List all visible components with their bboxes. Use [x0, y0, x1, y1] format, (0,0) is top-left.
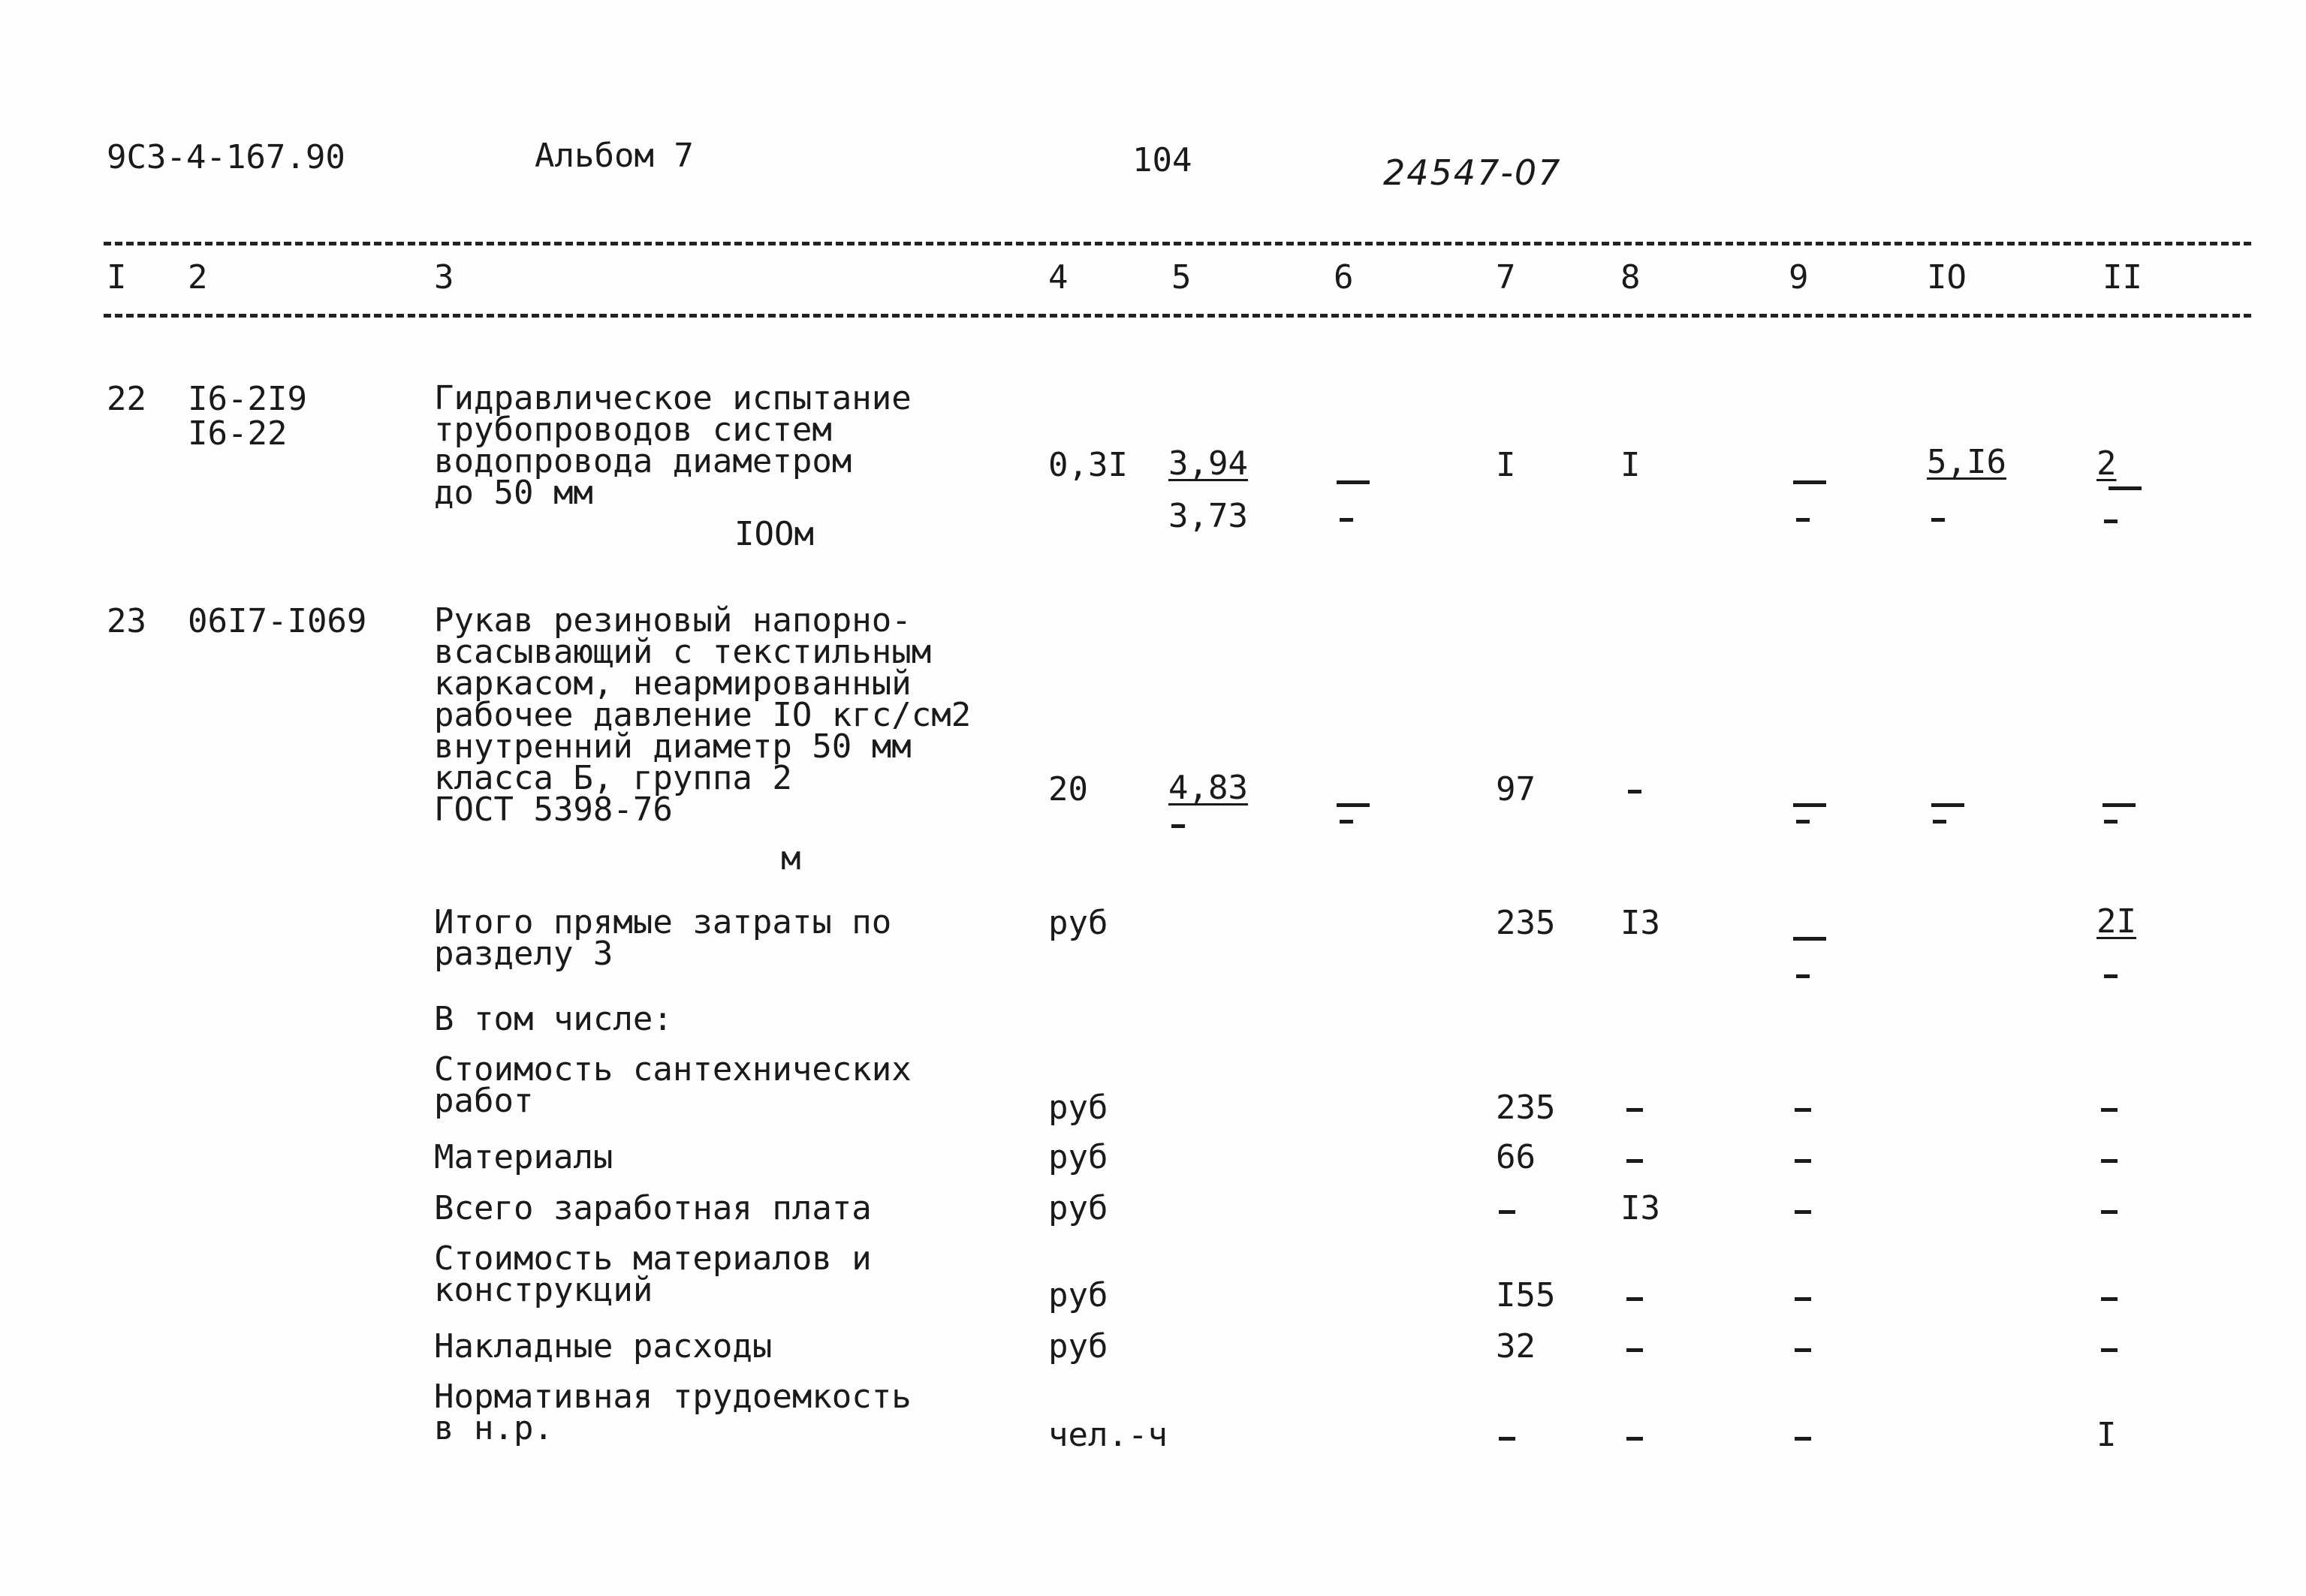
cell-quantity: 20 — [1048, 770, 1088, 809]
empty-dash — [1795, 1108, 1811, 1112]
empty-dash — [1340, 518, 1353, 522]
row-unit: м — [781, 839, 801, 878]
empty-dash — [1795, 1437, 1811, 1441]
handwritten-stamp: 24547-07 — [1383, 152, 1562, 193]
empty-dash — [1796, 820, 1810, 824]
empty-dash — [1499, 1437, 1515, 1441]
column-header: 2 — [188, 258, 208, 297]
row-unit: IOOм — [734, 515, 814, 553]
empty-dash — [1340, 820, 1353, 824]
cell-total-cost: 235 — [1496, 904, 1556, 942]
page-number: 104 — [1132, 141, 1192, 179]
empty-dash — [1933, 820, 1946, 824]
empty-dash — [1626, 1297, 1643, 1301]
cell-labor: 5,I6 — [1927, 443, 2006, 481]
row-description: Накладные расходы — [434, 1327, 773, 1366]
empty-dash — [1796, 518, 1810, 522]
empty-dash — [1626, 1159, 1643, 1163]
cell-quantity: 0,3I — [1048, 446, 1128, 484]
subsection-heading: В том числе: — [434, 1000, 673, 1038]
empty-dash — [1931, 803, 1964, 807]
empty-dash — [1628, 790, 1641, 793]
row-description: Итого прямые затраты по разделу 3 — [434, 903, 892, 973]
empty-dash — [2101, 1297, 2118, 1301]
empty-dash — [1793, 937, 1826, 941]
empty-dash — [2101, 1159, 2118, 1163]
empty-dash — [1626, 1108, 1643, 1112]
column-header: 6 — [1334, 258, 1354, 297]
cell-labor-total: I — [2097, 1416, 2117, 1454]
row-description: Всего заработная плата — [434, 1189, 872, 1227]
cell-unit: руб — [1048, 1327, 1108, 1366]
header-rule-top — [104, 242, 2251, 245]
empty-dash — [1796, 974, 1810, 978]
cell-unit: руб — [1048, 1189, 1108, 1227]
cell-total-cost: 97 — [1496, 770, 1536, 809]
empty-dash — [2104, 974, 2118, 978]
empty-dash — [1795, 1210, 1811, 1214]
header-rule-bottom — [104, 314, 2251, 318]
cell-total-cost: I — [1496, 446, 1516, 484]
empty-dash — [2101, 1210, 2118, 1214]
cell-price-total: 4,83 — [1168, 769, 1248, 807]
cell-labor-total: 2 — [2097, 444, 2117, 483]
cell-unit: руб — [1048, 1089, 1108, 1127]
column-header: 4 — [1048, 258, 1069, 297]
empty-dash — [1793, 480, 1826, 484]
cell-wage: I3 — [1620, 1189, 1660, 1227]
empty-dash — [1337, 480, 1370, 484]
column-header: 5 — [1171, 258, 1192, 297]
empty-dash — [1337, 803, 1370, 807]
cell-unit: руб — [1048, 1138, 1108, 1176]
empty-dash — [1626, 1348, 1643, 1352]
empty-dash — [2104, 820, 2118, 824]
empty-dash — [1795, 1348, 1811, 1352]
doc-code: 9С3-4-167.90 — [107, 138, 345, 176]
empty-dash — [1795, 1297, 1811, 1301]
empty-dash — [2104, 519, 2118, 523]
empty-dash — [1795, 1159, 1811, 1163]
empty-dash — [1793, 803, 1826, 807]
column-header: 3 — [434, 258, 454, 297]
column-header: IO — [1927, 258, 1967, 297]
empty-dash — [1171, 824, 1185, 828]
album-label: Альбом 7 — [535, 137, 694, 175]
empty-dash — [2103, 803, 2136, 807]
cell-wage: I3 — [1620, 904, 1660, 942]
cell-unit: руб — [1048, 904, 1108, 942]
empty-dash — [2101, 1108, 2118, 1112]
row-description: Гидравлическое испытание трубопроводов систем водопровода диаметром до 50 мм — [434, 379, 912, 512]
cell-total-cost: 32 — [1496, 1327, 1536, 1366]
column-header: 8 — [1620, 258, 1641, 297]
row-description: Нормативная трудоемкость в н.р. — [434, 1378, 912, 1447]
row-description: Стоимость материалов и конструкций — [434, 1239, 872, 1309]
row-description: Материалы — [434, 1138, 613, 1176]
cell-unit: руб — [1048, 1276, 1108, 1314]
empty-dash — [2101, 1348, 2118, 1352]
norm-code: 06I7-I069 — [188, 602, 367, 640]
column-header: 7 — [1496, 258, 1516, 297]
cell-price-total: 3,94 — [1168, 444, 1248, 483]
row-description: Рукав резиновый напорно- всасывающий с текстильным каркасом, неармированный рабочее давление IO кгс/см2 внутренний диаметр 50 мм класса Б, группа 2 ГОСТ 5398-76 — [434, 601, 972, 829]
empty-dash — [1931, 518, 1945, 522]
norm-code: I6-2I9 — [188, 380, 307, 418]
row-description: Стоимость сантехнических работ — [434, 1050, 912, 1120]
empty-dash — [1499, 1210, 1515, 1214]
column-header: II — [2103, 258, 2142, 297]
empty-dash — [2109, 486, 2142, 490]
row-number: 23 — [107, 602, 146, 640]
cell-price-wage: 3,73 — [1168, 497, 1248, 535]
column-header: 9 — [1789, 258, 1809, 297]
cell-labor-total: 2I — [2097, 902, 2136, 941]
cell-unit: чел.-ч — [1048, 1416, 1168, 1454]
empty-dash — [1626, 1437, 1643, 1441]
norm-code: I6-22 — [188, 414, 288, 453]
cell-total-cost: I55 — [1496, 1276, 1556, 1314]
column-header: I — [107, 258, 127, 297]
row-number: 22 — [107, 380, 146, 418]
cell-wage: I — [1620, 446, 1641, 484]
cell-total-cost: 235 — [1496, 1089, 1556, 1127]
cell-total-cost: 66 — [1496, 1138, 1536, 1176]
